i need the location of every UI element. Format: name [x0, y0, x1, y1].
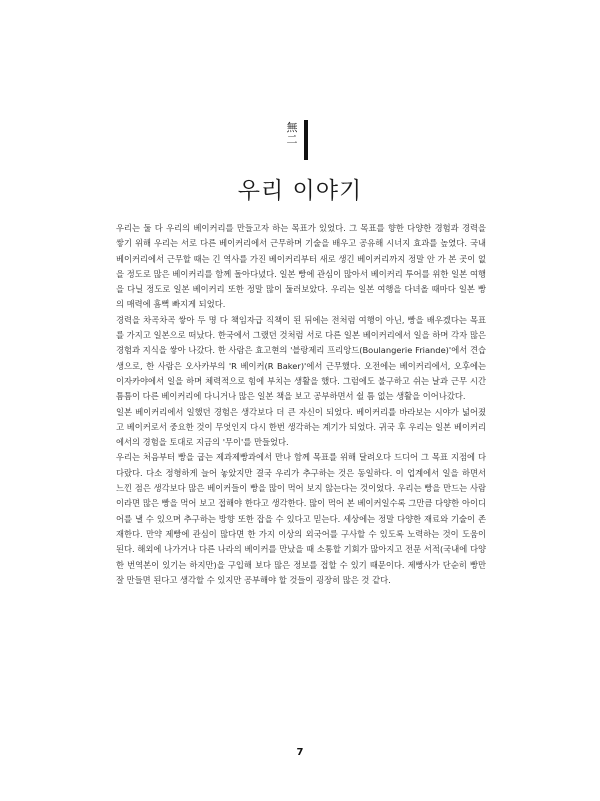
logo-bar	[304, 120, 308, 160]
body-text	[116, 221, 486, 588]
logo-glyph-top: 無	[286, 121, 298, 134]
paragraph-1: 우리는 둘 다 우리의 베이커리를 만들고자 하는 목표가 있었다. 그 목표를 향한 다양한 경험과 경력을 쌓기 위해 우리는 서로 다른 베이커리에서 근무하며 기술을 배우고 공유해 시너지 효과를 높였다. 국내 베이커리에서 근무할 때는 긴 역사를 가진 베이커리부터 새로 생긴 베이커리까지 정말 안 가 본 곳이 없을 정도로 많은 베이커리를 함께 돌아다녔다. 일본 빵에 관심이 많아서 베이커리 투어를 위한 일본 여행을 다닐 정도로 일본 베이커리 또한 정말 많이 둘러보았다. 우리는 일본 여행을 다녀올 때마다 일본 빵의 매력에 흠뻑 빠지게 되었다.	[116, 223, 486, 310]
page-number: 7	[296, 747, 304, 758]
paragraph-4: 우리는 처음부터 빵을 굽는 제과제빵과에서 만나 함께 목표를 위해 달려오다 드디어 그 목표 지점에 다다랐다. 다소 정형하게 늘어 놓았지만 결국 우리가 추구하는 것은 동일하다. 이 업계에서 일을 하면서 느낀 점은 생각보다 많은 베이커들이 빵을 많이 먹어 보지 않는다는 것이었다. 우리는 빵을 만드는 사람이라면 많은 빵을 먹어 보고 접해야 한다고 생각한다. 많이 먹어 본 베이커일수록 그만큼 다양한 아이디어를 낼 수 있으며 추구하는 방향 또한 잡을 수 있다고 믿는다. 세상에는 정말 다양한 재료와 기술이 존재한다. 만약 제빵에 관심이 많다면 한 가지 이상의 외국어를 구사할 수 있도록 노력하는 것이 도움이 된다. 해외에 나가거나 다른 나라의 베이커를 만났을 때 소통할 기회가 많아지고 전문 서적(국내에 다양한 번역본이 있기는 하지만)을 구입해 보다 많은 정보를 접할 수 있기 때문이다. 제빵사가 단순히 빵만 잘 만들면 된다고 생각할 수 있지만 공부해야 할 것들이 굉장히 많은 것 같다.	[116, 452, 486, 585]
page-title: 우리 이야기	[237, 178, 363, 204]
brand-logo	[283, 120, 323, 164]
paragraph-2: 경력을 차곡차곡 쌓아 두 명 다 책임자급 직책이 된 뒤에는 전처럼 여행이 아닌, 빵을 배우겠다는 목표를 가지고 일본으로 떠났다. 한국에서 그랬던 것처럼 서로 다른 일본 베이커리에서 일을 하며 각자 많은 경험과 지식을 쌓아 나갔다. 한 사람은 효고현의 '블랑제리 프리앙드(Boulangerie Friande)'에서 견습생으로, 한 사람은 오사카부의 'R 베이커(R Baker)'에서 근무했다. 오전에는 베이커리에서, 오후에는 이자카야에서 일을 하며 체력적으로 힘에 부치는 생활을 했다. 그럼에도 불구하고 쉬는 날과 근무 시간 틈틈이 다른 베이커리에 다니거나 많은 일본 책을 보고 공부하면서 쉴 틈 없는 생활을 이어나갔다.	[116, 314, 486, 402]
logo-glyph-bottom: 二	[286, 133, 298, 146]
paragraph-3: 일본 베이커리에서 일했던 경험은 생각보다 더 큰 자신이 되었다. 베이커리를 바라보는 시야가 넓어졌고 베이커로서 중요한 것이 무엇인지 다시 한번 생각하는 계기가 되었다. 귀국 후 우리는 일본 베이커리에서의 경험을 토대로 지금의 '무이'를 만들었다.	[116, 406, 486, 448]
logo-glyph	[283, 122, 301, 146]
